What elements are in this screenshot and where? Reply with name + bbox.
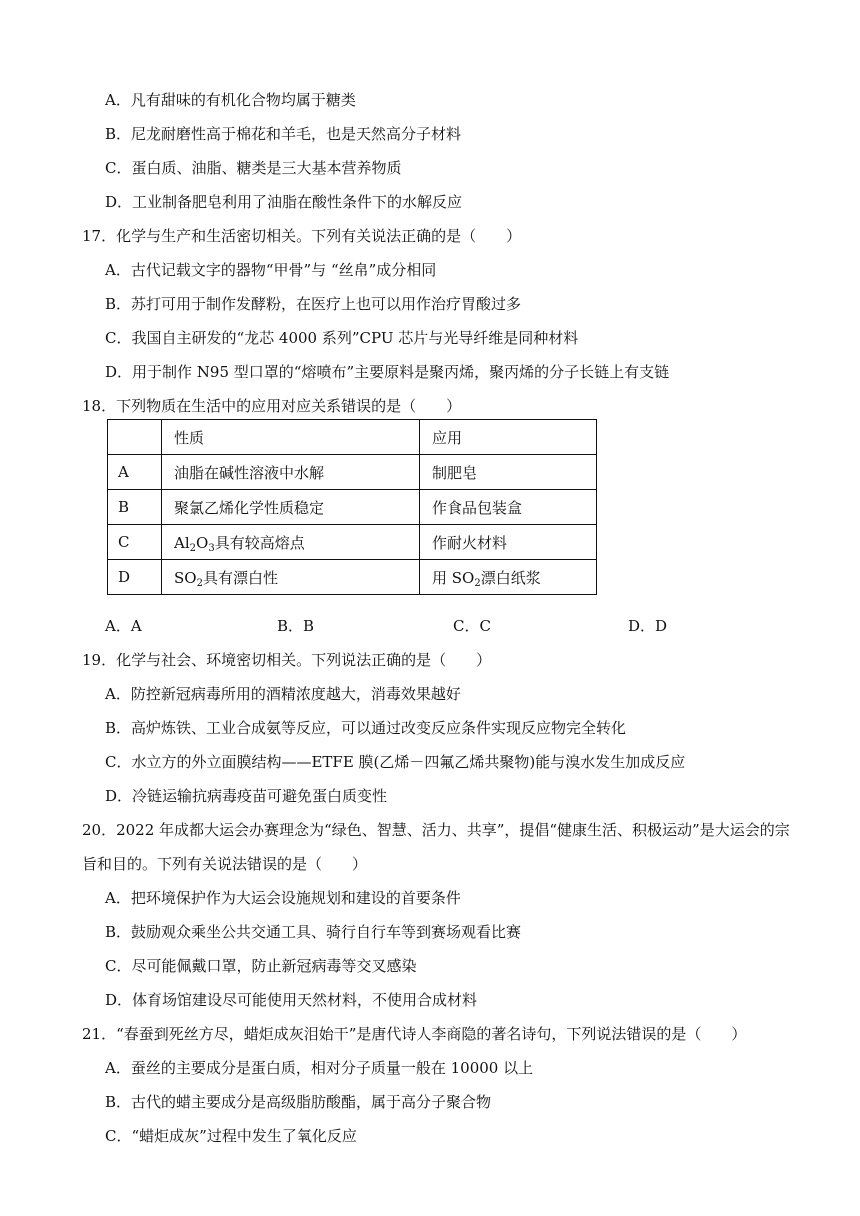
table-cell-application: 作耐火材料: [420, 525, 597, 560]
q17-option-d: D．用于制作 N95 型口罩的“熔喷布”主要原料是聚丙烯，聚丙烯的分子长链上有支链: [105, 363, 670, 381]
q20-stem-line2: 旨和目的。下列有关说法错误的是（ ）: [82, 855, 368, 873]
table-row: [108, 490, 597, 525]
q18-choice-d: D．D: [628, 617, 668, 635]
q16-option-b: B．尼龙耐磨性高于棉花和羊毛，也是天然高分子材料: [105, 125, 462, 143]
q18-choice-a: A．A: [105, 617, 142, 635]
table-row: [108, 525, 597, 560]
table-header-property: 性质: [162, 420, 420, 455]
q20-option-a: A．把环境保护作为大运会设施规划和建设的首要条件: [105, 889, 461, 907]
table-header-application: 应用: [420, 420, 597, 455]
application-text: 漂白纸浆: [480, 568, 541, 587]
table-cell-key: D: [108, 560, 162, 595]
q18-table: [107, 419, 597, 595]
table-cell-property: [162, 525, 420, 560]
q19-option-b: B．高炉炼铁、工业合成氨等反应，可以通过改变反应条件实现反应物完全转化: [105, 719, 627, 737]
table-cell: [108, 420, 162, 455]
q19-stem: 19．化学与社会、环境密切相关。下列说法正确的是（ ）: [82, 651, 492, 669]
q20-option-c: C．尽可能佩戴口罩，防止新冠病毒等交叉感染: [105, 957, 417, 975]
q20-option-d: D．体育场馆建设尽可能使用天然材料，不使用合成材料: [105, 991, 478, 1009]
q16-option-a: A．凡有甜味的有机化合物均属于糖类: [105, 91, 356, 109]
property-text: 具有较高熔点: [214, 533, 305, 552]
table-header-row: [108, 420, 597, 455]
table-cell-application: 作食品包装盒: [420, 490, 597, 525]
q19-option-d: D．冷链运输抗病毒疫苗可避免蛋白质变性: [105, 787, 388, 805]
table-cell-property: 油脂在碱性溶液中水解: [162, 455, 420, 490]
q21-stem: 21．“春蚕到死丝方尽，蜡炬成灰泪始干”是唐代诗人李商隐的著名诗句，下列说法错误的是（ ）: [82, 1025, 747, 1043]
table-cell-key: A: [108, 455, 162, 490]
table-cell-application: 制肥皂: [420, 455, 597, 490]
table-cell-application: [420, 560, 597, 595]
q21-option-c: C．“蜡炬成灰”过程中发生了氧化反应: [105, 1127, 357, 1145]
q17-option-c: C．我国自主研发的“龙芯 4000 系列”CPU 芯片与光导纤维是同种材料: [105, 329, 579, 347]
q19-option-c: C．水立方的外立面膜结构——ETFE 膜(乙烯－四氟乙烯共聚物)能与溴水发生加成反应: [105, 753, 686, 771]
q20-stem-line1: 20．2022 年成都大运会办赛理念为“绿色、智慧、活力、共享”，提倡“健康生活、积极运动”是大运会的宗: [82, 821, 790, 839]
formula-text: O: [196, 533, 209, 552]
formula-text: SO: [174, 568, 197, 587]
table-row: [108, 455, 597, 490]
q20-option-b: B．鼓励观众乘坐公共交通工具、骑行自行车等到赛场观看比赛: [105, 923, 522, 941]
q21-option-b: B．古代的蜡主要成分是高级脂肪酸酯，属于高分子聚合物: [105, 1093, 492, 1111]
q18-stem: 18．下列物质在生活中的应用对应关系错误的是（ ）: [82, 397, 462, 415]
table-cell-key: B: [108, 490, 162, 525]
table-cell-property: 聚氯乙烯化学性质稳定: [162, 490, 420, 525]
q16-option-c: C．蛋白质、油脂、糖类是三大基本营养物质: [105, 159, 402, 177]
q19-option-a: A．防控新冠病毒所用的酒精浓度越大，消毒效果越好: [105, 685, 461, 703]
property-text: 具有漂白性: [202, 568, 278, 587]
formula-subscript: 2: [189, 542, 197, 554]
q18-choice-b: B．B: [277, 617, 315, 635]
formula-text: 用 SO: [432, 568, 475, 587]
formula-subscript: 3: [208, 542, 215, 554]
q16-option-d: D．工业制备肥皂利用了油脂在酸性条件下的水解反应: [105, 193, 463, 211]
table-cell-key: C: [108, 525, 162, 560]
q17-stem: 17．化学与生产和生活密切相关。下列有关说法正确的是（ ）: [82, 227, 522, 245]
q17-option-b: B．苏打可用于制作发酵粉，在医疗上也可以用作治疗胃酸过多: [105, 295, 522, 313]
formula-subscript: 2: [196, 577, 203, 589]
table-row: [108, 560, 597, 595]
q21-option-a: A．蚕丝的主要成分是蛋白质，相对分子质量一般在 10000 以上: [105, 1059, 534, 1077]
q17-option-a: A．古代记载文字的器物“甲骨”与 “丝帛”成分相同: [105, 261, 437, 279]
q18-choice-c: C．C: [453, 617, 491, 635]
formula-subscript: 2: [474, 577, 481, 589]
formula-text: Al: [174, 533, 190, 552]
table-cell-property: [162, 560, 420, 595]
